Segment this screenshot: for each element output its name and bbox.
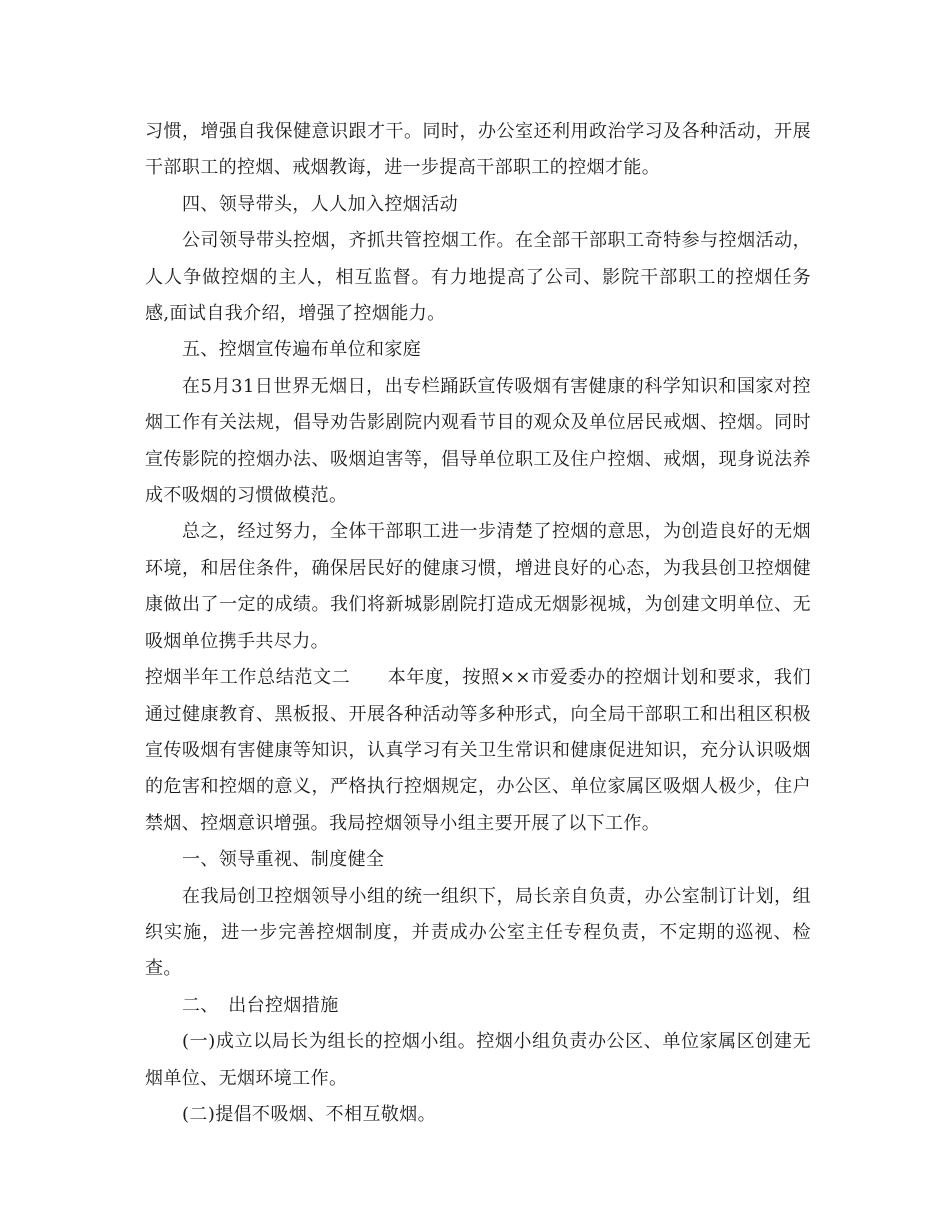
- paragraph-publicity: 在5月31日世界无烟日，出专栏踊跃宣传吸烟有害健康的科学知识和国家对控烟工作有关法规，倡导劝告影剧院内观看节目的观众及单位居民戒烟、控烟。同时宣传影院的控烟办法、吸烟迫害等，倡导单位职工及住户控烟、戒烟，现身说法养成不吸烟的习惯做模范。: [145, 375, 811, 507]
- document-body: [145, 114, 811, 1133]
- paragraph-conclusion: 总之，经过努力，全体干部职工进一步清楚了控烟的意思，为创造良好的无烟环境，和居住条件，确保居民好的健康习惯，增进良好的心态，为我县创卫控烟健康做出了一定的成绩。我们将新城影剧院打造成无烟影视城，为创建文明单位、无吸烟单位携手共尽力。: [145, 521, 811, 652]
- paragraph-intro-continuation: 习惯，增强自我保健意识跟才干。同时，办公室还利用政治学习及各种活动，开展干部职工的控烟、戒烟教诲，进一步提高干部职工的控烟才能。: [145, 121, 811, 179]
- section-heading-five: 五、控烟宣传遍布单位和家庭: [182, 339, 422, 361]
- paragraph-organization: 在我局创卫控烟领导小组的统一组织下，局长亲自负责，办公室制订计划，组织实施，进一步完善控烟制度，并责成办公室主任专程负责，不定期的巡视、检查。: [145, 885, 811, 980]
- paragraph-measure-one: (一)成立以局长为组长的控烟小组。控烟小组负责办公区、单位家属区创建无烟单位、无烟环境工作。: [145, 1031, 811, 1089]
- paragraph-measure-two: (二)提倡不吸烟、不相互敬烟。: [182, 1103, 437, 1125]
- section-heading-two: 二、 出台控烟措施: [182, 994, 339, 1016]
- section-heading-one: 一、领导重视、制度健全: [182, 849, 385, 871]
- section-heading-four: 四、领导带头，人人加入控烟活动: [182, 193, 458, 215]
- paragraph-leadership: 公司领导带头控烟，齐抓共管控烟工作。在全部干部职工奇特参与控烟活动，人人争做控烟的主人，相互监督。有力地提高了公司、影院干部职工的控烟任务感,面试自我介绍，增强了控烟能力。: [145, 230, 811, 325]
- paragraph-sample-two: 控烟半年工作总结范文二 本年度，按照××市爱委办的控烟计划和要求，我们通过健康教育、黑板报、开展各种活动等多种形式，向全局干部职工和出租区积极宣传吸烟有害健康等知识，认真学习有关卫生常识和健康促进知识，充分认识吸烟的危害和控烟的意义，严格执行控烟规定，办公区、单位家属区吸烟人极少，住户禁烟、控烟意识增强。我局控烟领导小组主要开展了以下工作。: [145, 667, 811, 834]
